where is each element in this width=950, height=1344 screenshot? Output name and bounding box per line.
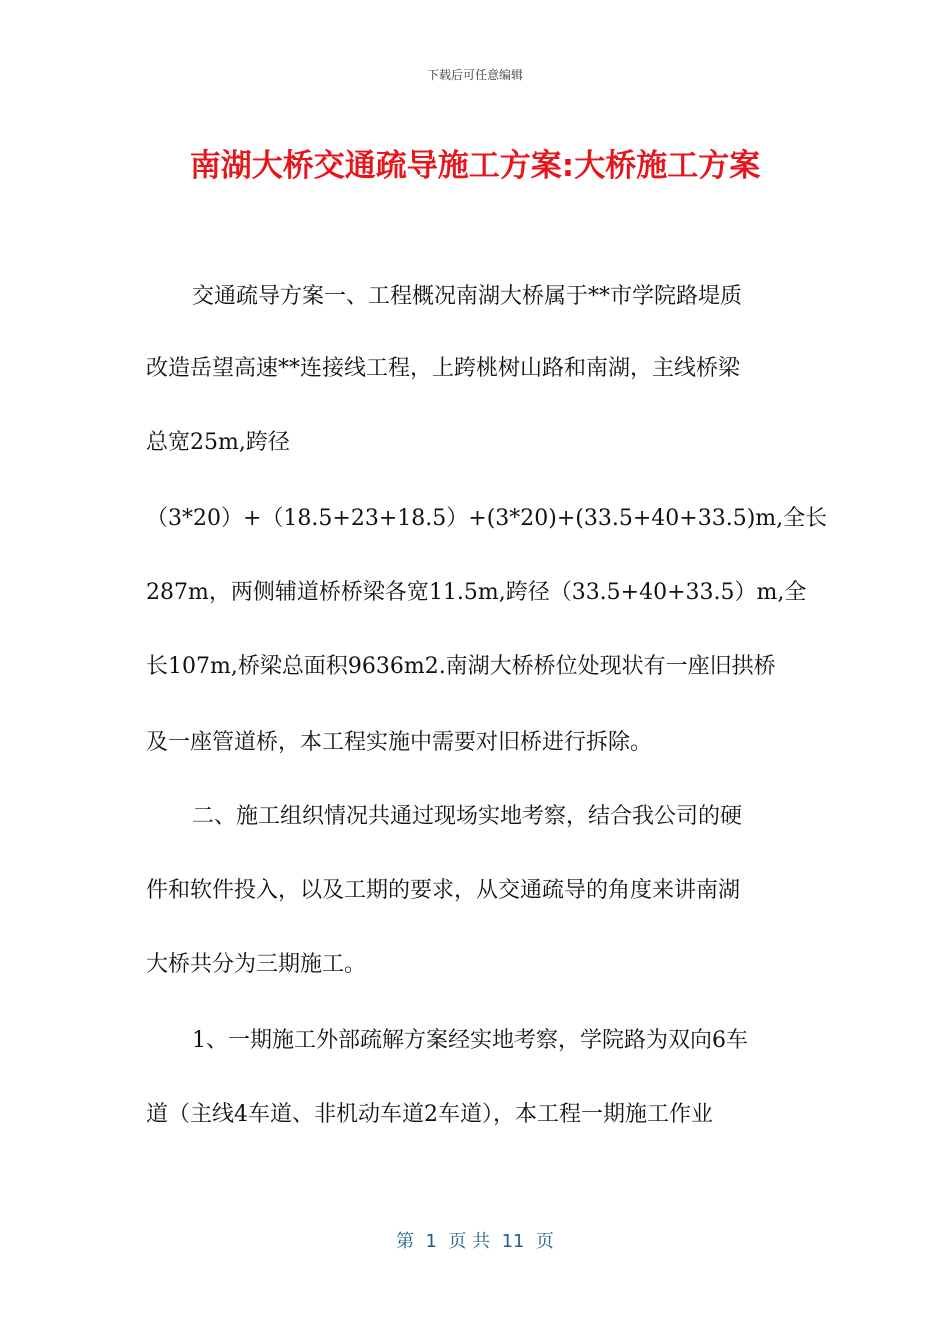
body-line: 交通疏导方案一、工程概况南湖大桥属于**市学院路堤质 [192,284,743,309]
body-line: 二、施工组织情况共通过现场实地考察，结合我公司的硬 [192,804,743,829]
body-line: 总宽25m,跨径 [146,430,290,455]
body-line: 改造岳望高速**连接线工程，上跨桃树山路和南湖，主线桥梁 [146,356,741,381]
body-line: 1、一期施工外部疏解方案经实地考察，学院路为双向6车 [192,1028,748,1053]
body-line: 道（主线4车道、非机动车道2车道），本工程一期施工作业 [146,1102,713,1127]
page-footer: 第 1 页 共 11 页 [396,1231,554,1252]
page-title: 南湖大桥交通疏导施工方案:大桥施工方案 [189,148,761,184]
body-line: 287m，两侧辅道桥桥梁各宽11.5m,跨径（33.5+40+33.5）m,全 [146,580,807,605]
body-line: 大桥共分为三期施工。 [146,952,367,977]
body-line: 及一座管道桥，本工程实施中需要对旧桥进行拆除。 [146,730,653,755]
body-line: 长107m,桥梁总面积9636m2.南湖大桥桥位处现状有一座旧拱桥 [146,654,776,679]
body-line: （3*20）+（18.5+23+18.5）+(3*20)+(33.5+40+33.5)m,全长 [146,506,828,531]
body-line: 件和软件投入，以及工期的要求，从交通疏导的角度来讲南湖 [146,878,741,903]
header-note: 下载后可任意编辑 [426,68,523,82]
